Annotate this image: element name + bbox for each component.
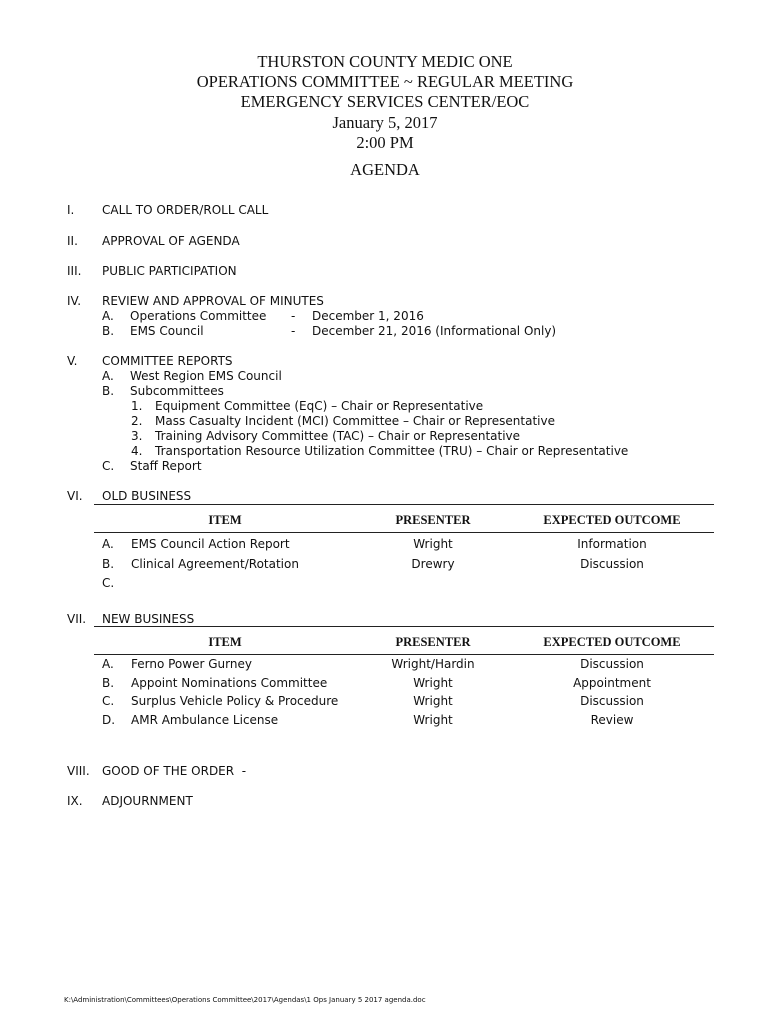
presenter: Wright <box>413 537 453 551</box>
minutes-item-date: December 1, 2016 <box>312 309 424 323</box>
business-item: AMR Ambulance License <box>131 713 279 727</box>
table-header-rule <box>94 654 714 655</box>
row-letter: C. <box>102 694 115 708</box>
report-item: Staff Report <box>130 459 202 473</box>
section-title: GOOD OF THE ORDER - <box>102 764 247 778</box>
report-item: Subcommittees <box>130 384 224 398</box>
column-header-item: ITEM <box>208 635 242 649</box>
section-number: VII. <box>67 612 87 626</box>
minutes-item-date: December 21, 2016 (Informational Only) <box>312 324 557 338</box>
business-item: EMS Council Action Report <box>131 537 290 551</box>
presenter: Wright <box>413 676 453 690</box>
minutes-item-label: EMS Council <box>130 324 204 338</box>
section-number: III. <box>67 264 82 278</box>
item-letter: B. <box>102 324 115 338</box>
presenter: Wright <box>413 694 453 708</box>
presenter: Wright <box>413 713 453 727</box>
table-top-rule <box>94 504 714 505</box>
subcommittee-item: Transportation Resource Utilization Committee (TRU) – Chair or Representative <box>155 444 629 458</box>
section-number: V. <box>67 354 78 368</box>
expected-outcome: Discussion <box>580 557 644 571</box>
sub-number: 2. <box>131 414 143 428</box>
presenter: Wright/Hardin <box>391 657 475 671</box>
row-letter: B. <box>102 557 115 571</box>
business-item: Surplus Vehicle Policy & Procedure <box>131 694 339 708</box>
section-title: PUBLIC PARTICIPATION <box>102 264 237 278</box>
meeting-title: OPERATIONS COMMITTEE ~ REGULAR MEETING <box>196 72 574 91</box>
expected-outcome: Appointment <box>573 676 651 690</box>
section-title: APPROVAL OF AGENDA <box>102 234 240 248</box>
section-number: VI. <box>67 489 83 503</box>
minutes-item-dash: - <box>291 324 296 338</box>
minutes-item-dash: - <box>291 309 296 323</box>
file-path-footer: K:\Administration\Committees\Operations Committee\2017\Agendas\1 Ops January 5 2017 agenda.doc <box>64 996 426 1004</box>
sub-number: 1. <box>131 399 143 413</box>
item-letter: A. <box>102 309 114 323</box>
subcommittee-item: Training Advisory Committee (TAC) – Chair or Representative <box>155 429 521 443</box>
business-item: Appoint Nominations Committee <box>131 676 328 690</box>
column-header-outcome: EXPECTED OUTCOME <box>543 513 681 527</box>
item-letter: A. <box>102 369 114 383</box>
section-title: NEW BUSINESS <box>102 612 195 626</box>
minutes-item-label: Operations Committee <box>130 309 267 323</box>
expected-outcome: Discussion <box>580 657 644 671</box>
row-letter: B. <box>102 676 115 690</box>
table-top-rule <box>94 626 714 627</box>
business-item: Clinical Agreement/Rotation <box>131 557 299 571</box>
expected-outcome: Discussion <box>580 694 644 708</box>
section-title: CALL TO ORDER/ROLL CALL <box>102 203 269 217</box>
business-item: Ferno Power Gurney <box>131 657 252 671</box>
sub-number: 3. <box>131 429 143 443</box>
sub-number: 4. <box>131 444 143 458</box>
location-title: EMERGENCY SERVICES CENTER/EOC <box>240 92 530 111</box>
report-item: West Region EMS Council <box>130 369 282 383</box>
agenda-heading: AGENDA <box>350 160 420 179</box>
item-letter: B. <box>102 384 115 398</box>
section-number: II. <box>67 234 78 248</box>
section-number: IX. <box>67 794 83 808</box>
table-header-rule <box>94 532 714 533</box>
row-letter: A. <box>102 657 114 671</box>
section-number: VIII. <box>67 764 90 778</box>
section-title: COMMITTEE REPORTS <box>102 354 233 368</box>
section-title: OLD BUSINESS <box>102 489 192 503</box>
section-number: IV. <box>67 294 82 308</box>
presenter: Drewry <box>411 557 455 571</box>
subcommittee-item: Equipment Committee (EqC) – Chair or Representative <box>155 399 484 413</box>
column-header-presenter: PRESENTER <box>395 513 471 527</box>
item-letter: C. <box>102 459 115 473</box>
column-header-outcome: EXPECTED OUTCOME <box>543 635 681 649</box>
meeting-time: 2:00 PM <box>356 133 414 152</box>
row-letter: A. <box>102 537 114 551</box>
row-letter: D. <box>102 713 116 727</box>
row-letter: C. <box>102 576 115 590</box>
column-header-item: ITEM <box>208 513 242 527</box>
org-title: THURSTON COUNTY MEDIC ONE <box>257 52 513 71</box>
meeting-date: January 5, 2017 <box>332 113 438 132</box>
section-title: REVIEW AND APPROVAL OF MINUTES <box>102 294 324 308</box>
subcommittee-item: Mass Casualty Incident (MCI) Committee – Chair or Representative <box>155 414 555 428</box>
section-number: I. <box>67 203 75 217</box>
expected-outcome: Review <box>590 713 634 727</box>
section-title: ADJOURNMENT <box>102 794 193 808</box>
column-header-presenter: PRESENTER <box>395 635 471 649</box>
expected-outcome: Information <box>577 537 647 551</box>
